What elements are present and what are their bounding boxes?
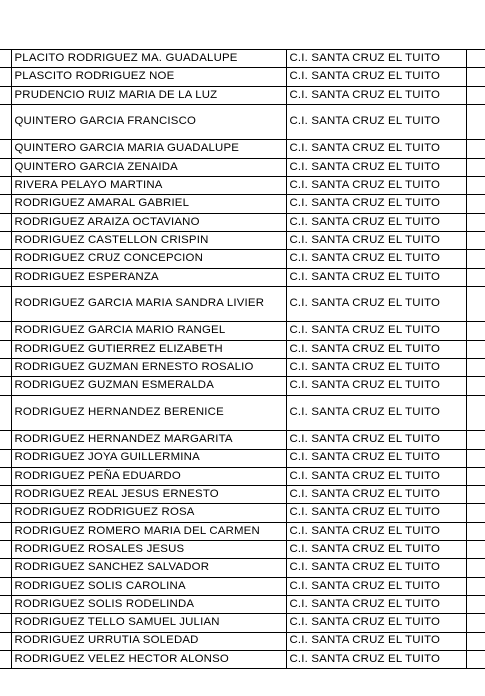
row-edge-cell <box>0 50 11 68</box>
row-edge-cell <box>0 486 11 504</box>
center-cell: C.I. SANTA CRUZ EL TUITO <box>286 431 466 449</box>
name-cell: RODRIGUEZ GARCIA MARIA SANDRA LIVIER <box>11 286 286 322</box>
name-cell: RODRIGUEZ VELEZ HECTOR ALONSO <box>11 650 286 668</box>
table-row <box>0 395 485 431</box>
table-row <box>0 140 485 158</box>
empty-cell <box>466 522 485 540</box>
name-cell: RODRIGUEZ SOLIS RODELINDA <box>11 595 286 613</box>
empty-cell <box>466 322 485 340</box>
center-cell: C.I. SANTA CRUZ EL TUITO <box>286 632 466 650</box>
empty-cell <box>466 632 485 650</box>
table-row <box>0 104 485 140</box>
row-edge-cell <box>0 250 11 268</box>
table-row <box>0 632 485 650</box>
name-cell: PRUDENCIO RUIZ MARIA DE LA LUZ <box>11 86 286 104</box>
center-cell: C.I. SANTA CRUZ EL TUITO <box>286 614 466 632</box>
table-row <box>0 286 485 322</box>
table-row <box>0 250 485 268</box>
row-edge-cell <box>0 449 11 467</box>
center-cell: C.I. SANTA CRUZ EL TUITO <box>286 359 466 377</box>
row-edge-cell <box>0 231 11 249</box>
table-row <box>0 195 485 213</box>
empty-cell <box>466 177 485 195</box>
empty-cell <box>466 559 485 577</box>
name-cell: RODRIGUEZ PEÑA EDUARDO <box>11 467 286 485</box>
center-cell: C.I. SANTA CRUZ EL TUITO <box>286 50 466 68</box>
row-edge-cell <box>0 577 11 595</box>
row-edge-cell <box>0 377 11 395</box>
name-cell: RODRIGUEZ SOLIS CAROLINA <box>11 577 286 595</box>
empty-cell <box>466 140 485 158</box>
row-edge-cell <box>0 541 11 559</box>
empty-cell <box>466 286 485 322</box>
empty-cell <box>466 158 485 176</box>
name-cell: RODRIGUEZ GUZMAN ERNESTO ROSALIO <box>11 359 286 377</box>
empty-cell <box>466 431 485 449</box>
name-cell: RODRIGUEZ ESPERANZA <box>11 268 286 286</box>
row-edge-cell <box>0 614 11 632</box>
center-cell: C.I. SANTA CRUZ EL TUITO <box>286 195 466 213</box>
name-cell: RODRIGUEZ SANCHEZ SALVADOR <box>11 559 286 577</box>
center-cell: C.I. SANTA CRUZ EL TUITO <box>286 231 466 249</box>
row-edge-cell <box>0 86 11 104</box>
table-row <box>0 522 485 540</box>
empty-cell <box>466 268 485 286</box>
empty-cell <box>466 377 485 395</box>
center-cell: C.I. SANTA CRUZ EL TUITO <box>286 322 466 340</box>
table-row <box>0 431 485 449</box>
row-edge-cell <box>0 504 11 522</box>
name-cell: RODRIGUEZ CASTELLON CRISPIN <box>11 231 286 249</box>
center-cell: C.I. SANTA CRUZ EL TUITO <box>286 522 466 540</box>
center-cell: C.I. SANTA CRUZ EL TUITO <box>286 250 466 268</box>
name-cell: RODRIGUEZ GUZMAN ESMERALDA <box>11 377 286 395</box>
spreadsheet-page <box>0 49 485 669</box>
row-edge-cell <box>0 213 11 231</box>
table-row <box>0 486 485 504</box>
table-row <box>0 86 485 104</box>
name-cell: RODRIGUEZ CRUZ CONCEPCION <box>11 250 286 268</box>
center-cell: C.I. SANTA CRUZ EL TUITO <box>286 104 466 140</box>
table-row <box>0 177 485 195</box>
table-row <box>0 449 485 467</box>
center-cell: C.I. SANTA CRUZ EL TUITO <box>286 650 466 668</box>
empty-cell <box>466 504 485 522</box>
row-edge-cell <box>0 195 11 213</box>
empty-cell <box>466 68 485 86</box>
empty-cell <box>466 213 485 231</box>
row-edge-cell <box>0 359 11 377</box>
center-cell: C.I. SANTA CRUZ EL TUITO <box>286 541 466 559</box>
name-cell: PLACITO RODRIGUEZ MA. GUADALUPE <box>11 50 286 68</box>
table-row <box>0 467 485 485</box>
empty-cell <box>466 104 485 140</box>
table-row <box>0 504 485 522</box>
empty-cell <box>466 250 485 268</box>
center-cell: C.I. SANTA CRUZ EL TUITO <box>286 140 466 158</box>
row-edge-cell <box>0 522 11 540</box>
table-row <box>0 213 485 231</box>
name-cell: PLASCITO RODRIGUEZ NOE <box>11 68 286 86</box>
name-cell: RODRIGUEZ GARCIA MARIO RANGEL <box>11 322 286 340</box>
row-edge-cell <box>0 650 11 668</box>
empty-cell <box>466 395 485 431</box>
name-cell: RODRIGUEZ AMARAL GABRIEL <box>11 195 286 213</box>
name-cell: RODRIGUEZ ROSALES JESUS <box>11 541 286 559</box>
center-cell: C.I. SANTA CRUZ EL TUITO <box>286 377 466 395</box>
table-row <box>0 377 485 395</box>
row-edge-cell <box>0 322 11 340</box>
center-cell: C.I. SANTA CRUZ EL TUITO <box>286 158 466 176</box>
table-row <box>0 595 485 613</box>
name-cell: RODRIGUEZ GUTIERREZ ELIZABETH <box>11 340 286 358</box>
table-row <box>0 268 485 286</box>
empty-cell <box>466 614 485 632</box>
table-row <box>0 650 485 668</box>
row-edge-cell <box>0 286 11 322</box>
name-cell: RIVERA PELAYO MARTINA <box>11 177 286 195</box>
row-edge-cell <box>0 104 11 140</box>
empty-cell <box>466 595 485 613</box>
row-edge-cell <box>0 158 11 176</box>
center-cell: C.I. SANTA CRUZ EL TUITO <box>286 577 466 595</box>
row-edge-cell <box>0 395 11 431</box>
row-edge-cell <box>0 632 11 650</box>
row-edge-cell <box>0 595 11 613</box>
empty-cell <box>466 340 485 358</box>
name-cell: QUINTERO GARCIA FRANCISCO <box>11 104 286 140</box>
name-cell: RODRIGUEZ ARAIZA OCTAVIANO <box>11 213 286 231</box>
name-cell: RODRIGUEZ JOYA GUILLERMINA <box>11 449 286 467</box>
name-cell: RODRIGUEZ RODRIGUEZ ROSA <box>11 504 286 522</box>
table-row <box>0 322 485 340</box>
center-cell: C.I. SANTA CRUZ EL TUITO <box>286 595 466 613</box>
empty-cell <box>466 86 485 104</box>
name-cell: RODRIGUEZ TELLO SAMUEL JULIAN <box>11 614 286 632</box>
empty-cell <box>466 486 485 504</box>
table-row <box>0 614 485 632</box>
table-row <box>0 158 485 176</box>
table-body <box>0 50 485 669</box>
center-cell: C.I. SANTA CRUZ EL TUITO <box>286 268 466 286</box>
table-row <box>0 50 485 68</box>
empty-cell <box>466 650 485 668</box>
table-row <box>0 68 485 86</box>
empty-cell <box>466 467 485 485</box>
center-cell: C.I. SANTA CRUZ EL TUITO <box>286 486 466 504</box>
row-edge-cell <box>0 68 11 86</box>
center-cell: C.I. SANTA CRUZ EL TUITO <box>286 286 466 322</box>
empty-cell <box>466 195 485 213</box>
beneficiary-table <box>0 49 485 669</box>
name-cell: RODRIGUEZ URRUTIA SOLEDAD <box>11 632 286 650</box>
empty-cell <box>466 449 485 467</box>
center-cell: C.I. SANTA CRUZ EL TUITO <box>286 340 466 358</box>
name-cell: RODRIGUEZ ROMERO MARIA DEL CARMEN <box>11 522 286 540</box>
empty-cell <box>466 577 485 595</box>
name-cell: RODRIGUEZ REAL JESUS ERNESTO <box>11 486 286 504</box>
row-edge-cell <box>0 140 11 158</box>
center-cell: C.I. SANTA CRUZ EL TUITO <box>286 86 466 104</box>
center-cell: C.I. SANTA CRUZ EL TUITO <box>286 213 466 231</box>
center-cell: C.I. SANTA CRUZ EL TUITO <box>286 559 466 577</box>
table-row <box>0 541 485 559</box>
row-edge-cell <box>0 467 11 485</box>
table-row <box>0 340 485 358</box>
empty-cell <box>466 541 485 559</box>
name-cell: RODRIGUEZ HERNANDEZ MARGARITA <box>11 431 286 449</box>
empty-cell <box>466 50 485 68</box>
empty-cell <box>466 231 485 249</box>
name-cell: QUINTERO GARCIA ZENAIDA <box>11 158 286 176</box>
row-edge-cell <box>0 340 11 358</box>
table-row <box>0 359 485 377</box>
row-edge-cell <box>0 177 11 195</box>
name-cell: QUINTERO GARCIA MARIA GUADALUPE <box>11 140 286 158</box>
row-edge-cell <box>0 268 11 286</box>
table-row <box>0 559 485 577</box>
name-cell: RODRIGUEZ HERNANDEZ BERENICE <box>11 395 286 431</box>
center-cell: C.I. SANTA CRUZ EL TUITO <box>286 467 466 485</box>
row-edge-cell <box>0 431 11 449</box>
row-edge-cell <box>0 559 11 577</box>
center-cell: C.I. SANTA CRUZ EL TUITO <box>286 68 466 86</box>
empty-cell <box>466 359 485 377</box>
table-row <box>0 231 485 249</box>
center-cell: C.I. SANTA CRUZ EL TUITO <box>286 177 466 195</box>
center-cell: C.I. SANTA CRUZ EL TUITO <box>286 504 466 522</box>
center-cell: C.I. SANTA CRUZ EL TUITO <box>286 449 466 467</box>
table-row <box>0 577 485 595</box>
center-cell: C.I. SANTA CRUZ EL TUITO <box>286 395 466 431</box>
